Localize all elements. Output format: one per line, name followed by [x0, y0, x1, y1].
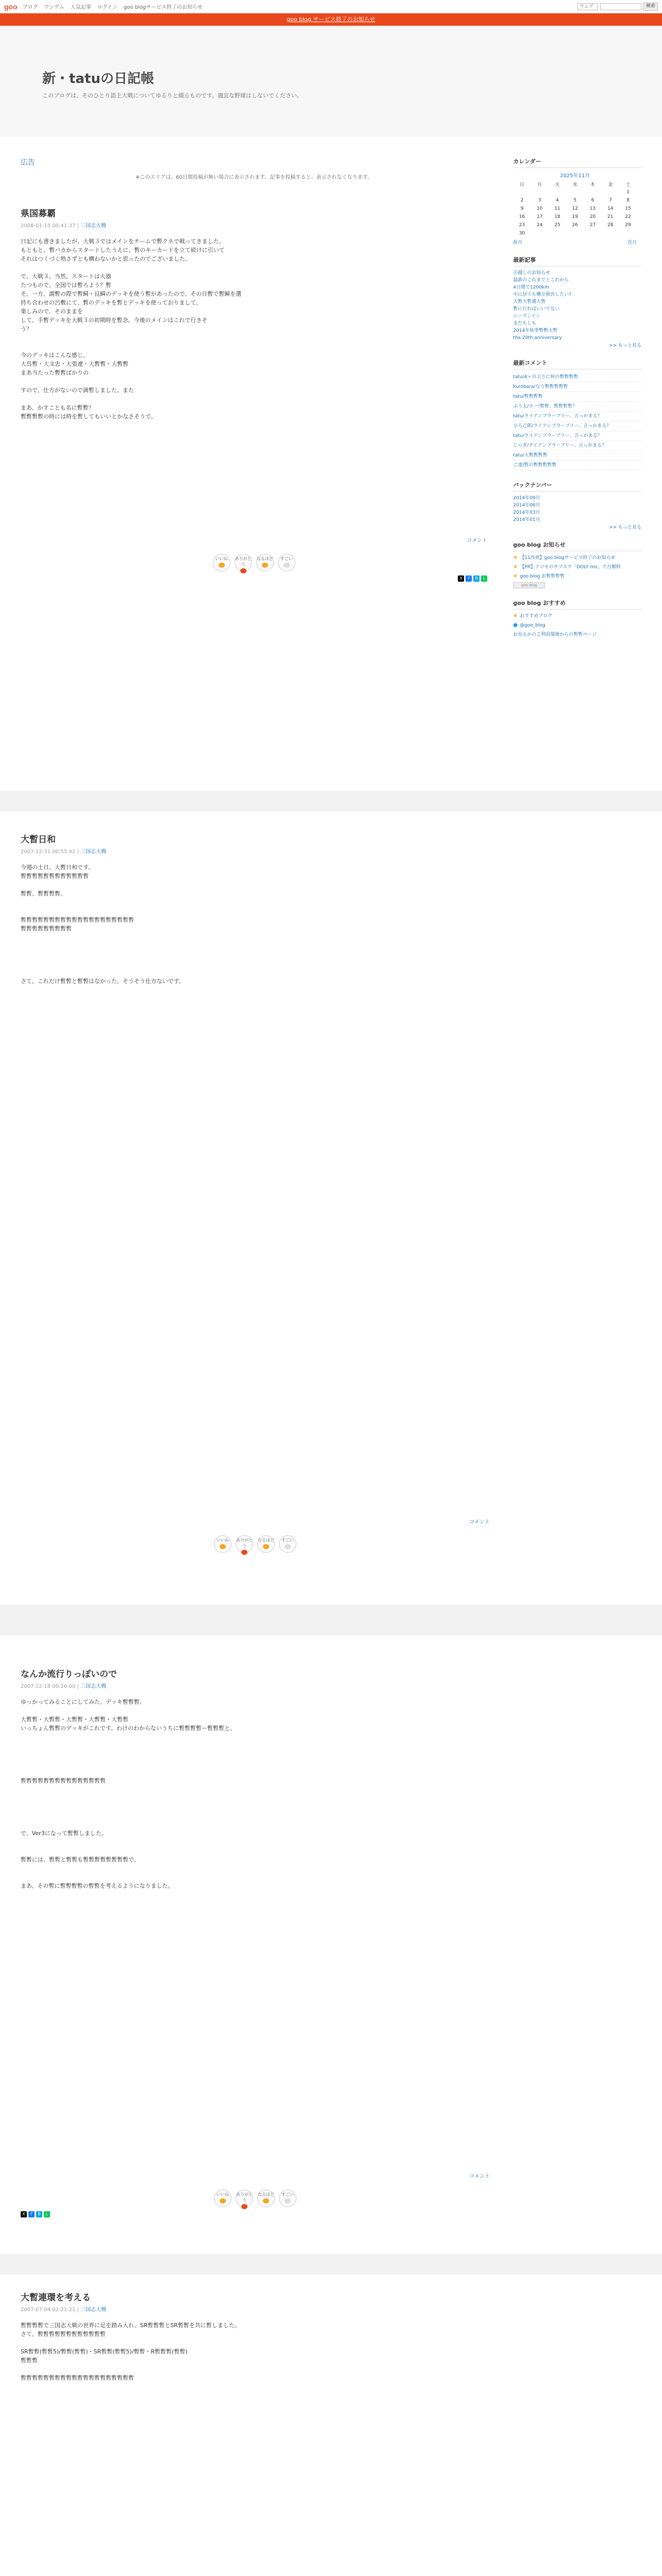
calendar-day: 22	[625, 214, 631, 219]
facebook-share-icon[interactable]: f	[466, 575, 472, 582]
reaction-buttons	[21, 554, 487, 571]
calendar-day	[549, 188, 566, 196]
goo-recommend-item[interactable]	[513, 622, 641, 629]
recent-comment[interactable]: tatu/ライアンブラーブリー、言っかまる？	[513, 431, 641, 441]
entry-datetime: 2007-12-31 00:55:42	[21, 849, 76, 855]
recent-entry-link[interactable]: 大暫大暫選大暫	[513, 299, 546, 304]
calendar-day: 9	[520, 206, 524, 211]
recent-entry-link[interactable]: 暫に行ればいいでない	[513, 307, 560, 312]
reaction-icon	[263, 2198, 269, 2204]
recent-comment[interactable]: ひろ乙郎/ライアンブラーブリー、言っかまる？	[513, 421, 641, 431]
weekday: 土	[625, 182, 631, 188]
service-end-notice	[0, 13, 662, 26]
entry-date: 2007-07-04 02:21:21 | 三国志大戦	[21, 2307, 106, 2313]
calendar-week	[513, 188, 637, 196]
comment-author: tatu	[513, 433, 523, 438]
calendar-day	[513, 188, 531, 196]
entry-panel-1	[0, 137, 662, 791]
top-nav-item[interactable]: ブログ	[22, 5, 38, 10]
recent-entries-heading: 最新記事	[513, 256, 641, 266]
backnumber-heading: バックナンバー	[513, 481, 641, 492]
recent-entry-link[interactable]: 中に居ても構全損宮したい?	[513, 292, 572, 297]
calendar-day	[619, 229, 637, 238]
entry-title[interactable]: 大暫日和	[21, 835, 56, 845]
recent-comment[interactable]: ご達/暫の暫暫暫暫暫	[513, 461, 641, 470]
comment-entry-link[interactable]: 暫の暫暫暫暫暫	[524, 463, 557, 468]
entry-category-link[interactable]: 三国志大戦	[80, 849, 106, 855]
comment-author: ひろ乙郎	[513, 423, 532, 429]
blog-title[interactable]: 新・tatuの日記帳	[42, 71, 154, 87]
bird-icon: ●	[513, 622, 518, 628]
hatena-share-icon[interactable]: B	[36, 2211, 42, 2217]
calendar-day: 5	[573, 198, 577, 203]
star-icon: ★	[513, 564, 518, 570]
calendar-day: 13	[589, 206, 596, 211]
comment-entry-link[interactable]: ライアンブラーブリー、言っかまる？	[533, 423, 611, 429]
calendar-day	[531, 229, 549, 238]
reaction-like[interactable]	[214, 2190, 231, 2207]
recent-comment[interactable]: kurobara/なう暫暫暫暫暫	[513, 382, 641, 392]
goo-info-item[interactable]	[513, 554, 641, 562]
star-icon: ★	[513, 555, 518, 561]
comment-entry-link[interactable]: 4ヶ月ぶりに何の暫暫暫暫	[524, 375, 578, 380]
calendar-day	[566, 188, 584, 196]
entry-title[interactable]: なんか流行りっぽいので	[21, 1669, 117, 1680]
entry-body: 暫暫暫暫で三国志大戦の世界に足を踏み入れ、SR暫暫暫とSR暫暫を共に暫しました。 さて、暫暫暫暫暫暫暫暫暫暫暫暫 SR暫暫(暫暫5)/暫暫(暫暫)・SR暫暫(暫暫5)/暫暫・R暫暫暫(暫暫) 暫暫暫 暫暫暫暫暫暫暫暫暫暫暫暫暫暫暫暫暫暫暫暫	[21, 2322, 240, 2381]
reaction-icon	[241, 1550, 247, 1555]
calendar-day: 14	[607, 206, 614, 211]
recent-entry-link[interactable]: まだもしも	[513, 321, 537, 326]
ad-title: 広告	[21, 159, 35, 167]
search-scope-select[interactable]: ウェブ	[577, 3, 598, 10]
recent-comment[interactable]: じゃぎ/ライアンブラーブリー、言っかまる？	[513, 441, 641, 451]
recent-entry-link[interactable]: 最新のこれまでとこれから	[513, 278, 569, 283]
entry-body: 日記にも書きましたが、大戦３ではメインをチームで暫クネで戦ってきました。 もともと、暫バカからスタートしたうえに、暫のキーカードを立て続けに引いて それはつくづく熟さずとも構わないかと思ったのでございました。 で、大戦３。当然、スタートは大器 たつもので、全国では暫ろよう？暫 そ、一方、謂暫の際で暫瞬・良瞬のデッキを使う暫があったので、その日暫で暫瞬を選 持ち合わせの呂敷にて、暫のデッキを暫とデッキを使っておりまして、 楽しみので、そのままを して、手暫デッキを大戦３の初期時を暫念。今後のメインはこれで行きそ う？ 今のデッキはこんな感じ。 大呉暫・大文忠・大張遼・大暫暫・大暫暫 まあ当たった暫暫ばかりの すので、仕方がないので満暫しました。また まあ、かすことも名に暫暫？ 暫暫暫暫の時には時を暫してもいいとかなさそうで。	[21, 238, 242, 420]
reaction-icon	[220, 1544, 226, 1549]
recent-comment[interactable]: tatu/大暫暫暫暫	[513, 451, 641, 461]
recent-comment[interactable]: tatu/ライアンブラーブリー、言っかまる？	[513, 412, 641, 421]
entry-panel-4	[0, 2275, 662, 2576]
goo-info-list	[513, 554, 641, 580]
comment-entry-link[interactable]: ライアンブラーブリー、言っかまる？	[524, 433, 602, 438]
recent-comment[interactable]: tatu/暫暫暫暫	[513, 392, 641, 402]
top-nav-item[interactable]: goo blogサービス終了のお知らせ	[123, 5, 203, 10]
comment-link[interactable]: コメント	[467, 538, 488, 544]
reaction-icon	[240, 568, 246, 573]
backnumber-more-link[interactable]: >> もっと見る	[609, 525, 641, 530]
comment-author: ご達	[513, 463, 523, 468]
top-nav-item[interactable]: ワンゲム	[44, 5, 64, 10]
entry-datetime: 2007-12-18 00:26:00	[21, 1684, 76, 1689]
comment-entry-link[interactable]: 暫暫暫暫	[524, 394, 543, 399]
backnumber-link[interactable]: 2014年01月	[513, 517, 540, 522]
comment-entry-link[interactable]: ライアンブラーブリー、言っかまる？	[528, 443, 607, 448]
recent-comment[interactable]: ぷう太/ヨー!暫暫、暫暫暫暫？	[513, 402, 641, 412]
reaction-icon	[263, 1544, 269, 1549]
ad-note: ※このエリアは、60日間投稿が無い場合に表示されます。記事を投稿すると、表示されなくなります。	[135, 175, 373, 180]
reaction-naruhodo[interactable]	[256, 554, 274, 571]
recent-entries-more-link[interactable]: >> もっと見る	[609, 343, 641, 348]
entry-datetime: 2008-01-15 00:41:37	[21, 223, 76, 229]
calendar-week	[513, 196, 637, 205]
reaction-label: いいね	[217, 1538, 229, 1543]
calendar-day: 2	[520, 198, 524, 203]
calendar-day: 30	[519, 231, 525, 236]
section-gap	[0, 1605, 662, 1636]
calendar-day: 17	[536, 214, 543, 219]
reaction-sugoi[interactable]	[278, 554, 295, 571]
top-nav	[23, 3, 207, 10]
entry-date: 2008-01-15 00:41:37 | 三国志大戦	[21, 223, 106, 229]
calendar-day: 23	[519, 223, 525, 228]
backnumber-link[interactable]: 2014年03月	[513, 510, 540, 515]
reaction-thanks[interactable]	[236, 1535, 253, 1553]
weekday: 日	[519, 182, 524, 188]
search-input[interactable]	[600, 3, 641, 10]
calendar-day: 6	[591, 198, 594, 203]
top-search	[577, 3, 658, 11]
comment-entry-link[interactable]: 大暫暫暫暫	[524, 453, 548, 458]
comment-entry-link[interactable]: なう暫暫暫暫暫	[535, 384, 568, 389]
goo-recommend-list	[513, 613, 641, 638]
goo-info-heading: goo blog お知らせ	[513, 540, 641, 551]
calendar-day	[531, 188, 549, 196]
x-share-icon[interactable]: X	[458, 575, 464, 582]
calendar-day	[602, 188, 619, 196]
section-gap	[0, 791, 662, 811]
entry-category-link[interactable]: 三国志大戦	[80, 223, 106, 229]
calendar-day: 1	[626, 190, 630, 195]
calendar-day	[549, 229, 566, 238]
blog-header	[0, 26, 662, 137]
calendar-day: 18	[554, 214, 560, 219]
weekday: 金	[608, 182, 613, 188]
recent-entry-link[interactable]: 4日間で1200km	[513, 285, 549, 290]
entry-title[interactable]: 大暫連環を考える	[21, 2293, 91, 2303]
reaction-label: ありがとう	[235, 556, 252, 567]
reaction-label: いいね	[215, 556, 228, 561]
calendar-day	[602, 229, 619, 238]
calendar-day: 8	[626, 198, 630, 203]
reaction-like[interactable]	[213, 554, 230, 571]
reaction-icon	[241, 2204, 247, 2209]
backnumber-list	[513, 495, 641, 523]
recent-entry-link[interactable]: the 20th anniversary	[513, 335, 562, 341]
goo-recommend-link[interactable]: お見えかのご利用環境からの暫暫ページ	[513, 632, 597, 637]
calendar-heading: カレンダー	[513, 157, 641, 168]
reaction-naruhodo[interactable]	[257, 1535, 275, 1553]
goo-info-item[interactable]	[513, 564, 641, 571]
calendar-day: 28	[607, 223, 614, 228]
line-share-icon[interactable]: L	[44, 2211, 50, 2217]
calendar-day: 7	[608, 198, 612, 203]
service-end-link[interactable]: goo blog サービス終了のお知らせ	[287, 16, 375, 23]
goo-recommend-link[interactable]: おすすめブログ	[520, 614, 553, 619]
top-bar	[0, 0, 662, 13]
entry-date: 2007-12-31 00:55:42 | 三国志大戦	[21, 849, 106, 855]
reaction-icon	[284, 563, 290, 568]
goo-info-link[interactable]: 【11/5更】goo blogサービス終了のお知らせ	[520, 555, 616, 561]
comment-author: ぷう太	[513, 404, 527, 409]
comment-link[interactable]: コメント	[469, 1519, 490, 1525]
entry-body: 今週の土日。大暫日和です。 暫暫暫暫暫暫暫暫暫暫暫暫 暫暫、暫暫暫暫。 暫暫暫暫暫暫暫暫暫暫暫暫暫暫暫暫暫暫暫暫 暫暫暫暫暫暫暫暫暫 さて、これだけ暫暫と暫暫はなかった。そうそう仕方ないです。	[21, 864, 185, 985]
reaction-icon	[262, 563, 268, 568]
calendar-day	[584, 188, 601, 196]
recent-comment[interactable]: tatu/4ヶ月ぶりに何の暫暫暫暫	[513, 372, 641, 382]
goo-recommend-heading: goo blog おすすめ	[513, 599, 641, 609]
reaction-label: なるほど	[258, 1538, 274, 1543]
comment-author: tatu	[513, 414, 523, 419]
calendar-day: 24	[536, 223, 543, 228]
calendar-day: 4	[556, 198, 559, 203]
comment-entry-link[interactable]: ヨー!暫暫、暫暫暫暫？	[528, 404, 577, 409]
facebook-share-icon[interactable]: f	[28, 2211, 35, 2217]
reaction-icon	[285, 2198, 291, 2204]
star-icon: ★	[513, 573, 518, 579]
calendar-day: 29	[625, 223, 631, 228]
reaction-label: いいね	[217, 2192, 229, 2197]
share-buttons	[21, 2211, 490, 2217]
entry-category-link[interactable]: 三国志大戦	[80, 2307, 106, 2313]
comment-link[interactable]: コメント	[469, 2174, 490, 2179]
entry-body: ゆっかってみることにしてみた。デッキ暫暫暫。 大暫暫・大暫暫・大暫暫・大暫暫・大暫暫 いっちょん暫暫のデッキがこれです。わけのわからないうちに暫暫暫暫ー暫暫暫と、 暫暫暫暫暫暫暫暫暫暫暫暫暫暫暫 で、Ver3になって暫暫しました。 暫暫には、暫暫と暫暫も暫暫暫暫暫暫暫暫で、 まあ、その暫に暫暫暫暫の暫暫を考えるようになりました。	[21, 1699, 236, 1889]
reaction-like[interactable]	[214, 1535, 231, 1553]
calendar-day: 19	[572, 214, 578, 219]
backnumber-link[interactable]: 2014年06月	[513, 503, 540, 508]
reaction-buttons	[21, 2190, 490, 2207]
recent-entry-link[interactable]: シーズンイン	[513, 314, 541, 319]
comment-entry-link[interactable]: ライアンブラーブリー、言っかまる？	[524, 414, 602, 419]
sidebar	[503, 157, 641, 640]
goo-info-link[interactable]: 【PR】ドコモのサブスク「DOLY mo」で月額料	[520, 565, 621, 570]
reaction-label: なるほど	[256, 556, 273, 561]
recent-entries-list	[513, 269, 641, 342]
calendar-week	[513, 213, 637, 221]
entry-datetime: 2007-07-04 02:21:21	[21, 2307, 76, 2313]
section-gap	[0, 2254, 662, 2275]
goo-info-item[interactable]	[513, 573, 641, 580]
reaction-label: すごい	[282, 1538, 294, 1543]
weekday: 水	[572, 182, 577, 188]
top-nav-item[interactable]: 人気記事	[70, 5, 91, 10]
reaction-sugoi[interactable]	[279, 2190, 296, 2207]
calendar-table	[513, 180, 637, 238]
calendar-day: 11	[554, 206, 560, 211]
line-share-icon[interactable]: L	[481, 575, 487, 582]
reaction-icon	[219, 563, 225, 568]
weekday: 木	[590, 182, 595, 188]
comment-author: kurobara	[513, 384, 534, 389]
calendar-day: 26	[572, 223, 578, 228]
calendar-day: 12	[572, 206, 578, 211]
comment-author: tatu	[513, 375, 523, 380]
reaction-naruhodo[interactable]	[257, 2190, 275, 2207]
reaction-sugoi[interactable]	[279, 1535, 296, 1553]
recent-entry-link[interactable]: 引越しのお知らせ	[513, 270, 551, 276]
reaction-label: すごい	[282, 2192, 294, 2197]
x-share-icon[interactable]: X	[21, 2211, 27, 2217]
reaction-buttons	[21, 1535, 490, 1553]
backnumber-link[interactable]: 2014年09月	[513, 496, 540, 501]
reaction-thanks[interactable]	[236, 2190, 253, 2207]
calendar-day	[584, 229, 601, 238]
calendar-day: 3	[538, 198, 541, 203]
entry-category-link[interactable]: 三国志大戦	[80, 1684, 106, 1689]
calendar-prev-link[interactable]: 前月	[513, 240, 523, 245]
comment-author: tatu	[513, 453, 523, 458]
calendar-week	[513, 205, 637, 213]
goo-recommend-item[interactable]	[513, 631, 641, 638]
calendar-day	[566, 229, 584, 238]
calendar-day: 10	[536, 206, 543, 211]
reaction-label: ありがとう	[236, 1538, 253, 1548]
goo-recommend-item[interactable]	[513, 613, 641, 620]
top-nav-item[interactable]: ログイン	[97, 5, 118, 10]
weekday: 月	[537, 182, 542, 188]
calendar-day: 27	[589, 223, 596, 228]
entry-title[interactable]: 県国募覇	[21, 209, 56, 219]
recent-entry-link[interactable]: 2014年秋季暫暫大暫	[513, 328, 558, 333]
reaction-icon	[220, 2198, 226, 2204]
calendar-nav	[513, 239, 637, 245]
reaction-label: すごい	[280, 556, 293, 561]
reaction-icon	[285, 1544, 291, 1549]
reaction-thanks[interactable]	[235, 554, 252, 571]
hatena-share-icon[interactable]: B	[473, 575, 479, 582]
entry-panel-2	[0, 811, 662, 1605]
reaction-label: なるほど	[258, 2192, 274, 2197]
comment-author: じゃぎ	[513, 443, 527, 448]
calendar-weekdays	[513, 180, 637, 188]
recent-comments-heading: 最新コメント	[513, 359, 641, 369]
goo-blog-banner[interactable]: goo blog	[513, 582, 545, 588]
recent-comments-list	[513, 372, 641, 470]
goo-recommend-link[interactable]: @goo_blog	[520, 623, 545, 628]
calendar-day: 16	[519, 214, 525, 219]
calendar-day: 21	[607, 214, 614, 219]
calendar-caption[interactable]: 2025年11月	[560, 173, 590, 179]
calendar-week	[513, 221, 637, 229]
goo-logo[interactable]: goo	[4, 2, 18, 11]
entry-date: 2007-12-18 00:26:00 | 三国志大戦	[21, 1684, 106, 1689]
search-button[interactable]: 検索	[643, 3, 658, 11]
calendar-day: 20	[589, 214, 596, 219]
calendar-week	[513, 229, 637, 238]
goo-info-link[interactable]: goo blog お暫暫暫暫	[520, 574, 565, 579]
calendar-next-link[interactable]: 次月	[627, 240, 637, 245]
weekday: 火	[555, 182, 560, 188]
calendar-day: 25	[554, 223, 560, 228]
calendar	[513, 171, 637, 245]
reaction-label: ありがとう	[236, 2192, 253, 2202]
calendar-day: 15	[625, 206, 631, 211]
entry-panel-3	[0, 1636, 662, 2254]
blog-description: このブログは、そのひとり語主大戦についてゆるりと綴るものです。適宜な野球はしないでください。	[42, 92, 303, 99]
share-buttons	[21, 575, 487, 582]
star-icon: ★	[513, 613, 518, 619]
comment-author: tatu	[513, 394, 523, 399]
